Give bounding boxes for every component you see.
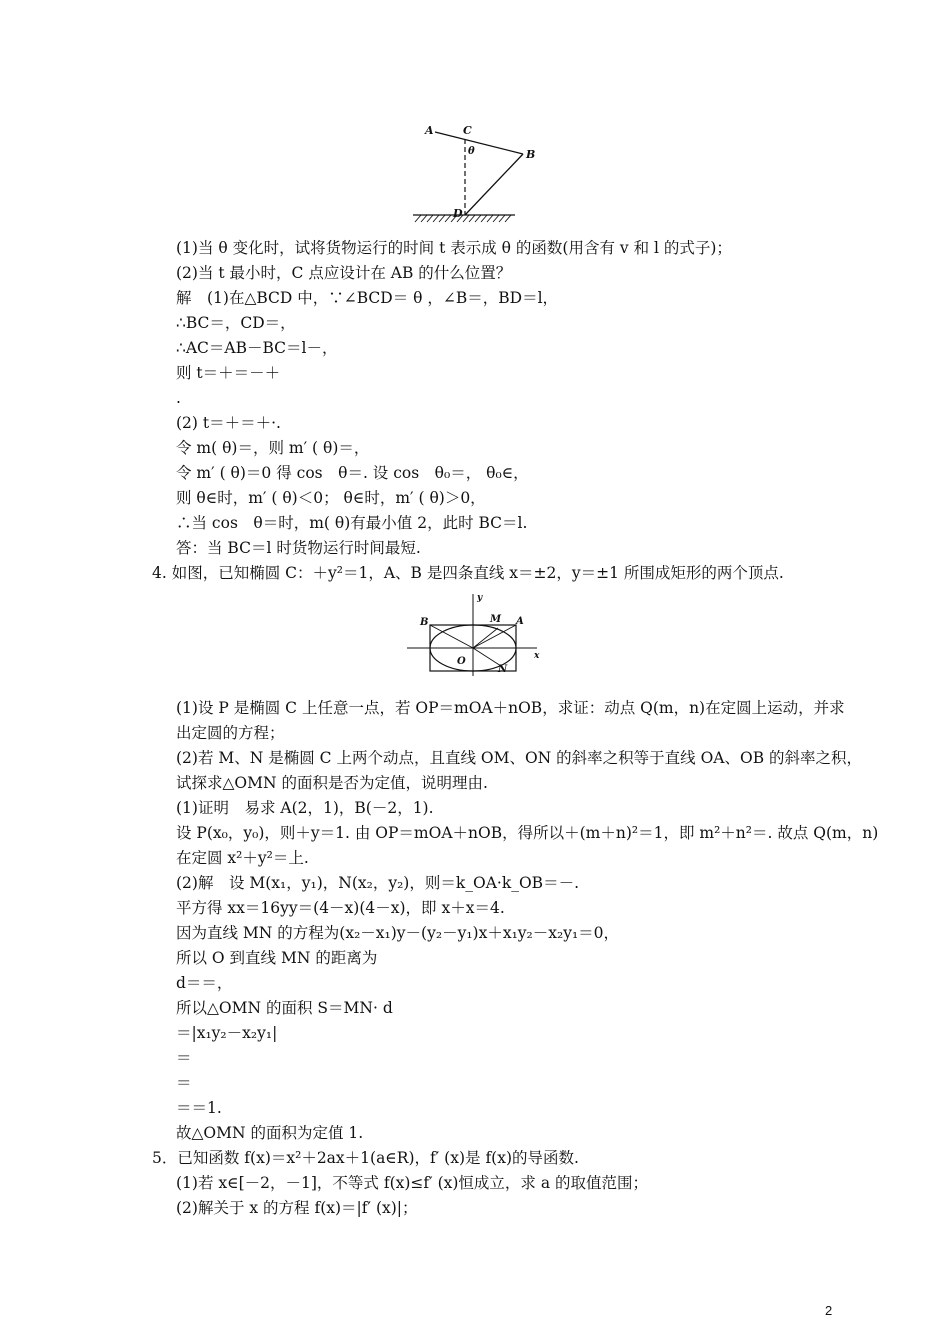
text-line: ＝ bbox=[176, 1049, 192, 1067]
text-line: 则 θ∈时，m′ ( θ)＜0； θ∈时，m′ ( θ)＞0， bbox=[176, 489, 486, 507]
text-line: 答：当 BC＝l 时货物运行时间最短. bbox=[176, 539, 421, 557]
text-line: (1)设 P 是椭圆 C 上任意一点，若 OP＝mOA＋nOB，求证：动点 Q(m，n)在定圆上运动，并求 bbox=[176, 699, 845, 717]
text-line: (1)证明 易求 A(2，1)，B(－2，1). bbox=[176, 799, 434, 817]
text-line: 所以 O 到直线 MN 的距离为 bbox=[176, 949, 378, 967]
text-line: (2)解 设 M(x₁，y₁)，N(x₂，y₂)，则＝k_OA·k_OB＝－. bbox=[176, 874, 579, 892]
text-line: 故△OMN 的面积为定值 1. bbox=[176, 1124, 364, 1142]
question-4-heading: 4. 如图，已知椭圆 C：＋y²＝1，A、B 是四条直线 x＝±2，y＝±1 所围成矩形的两个顶点. bbox=[152, 564, 784, 582]
text-line: ＝＝1. bbox=[176, 1099, 222, 1117]
label-b: B bbox=[526, 148, 536, 161]
label-a: A bbox=[516, 616, 524, 627]
question-5-heading: 5．已知函数 f(x)＝x²＋2ax＋1(a∈R)，f′ (x)是 f(x)的导函数. bbox=[152, 1149, 579, 1167]
label-theta: θ bbox=[468, 146, 475, 157]
text-line: 在定圆 x²＋y²＝上. bbox=[176, 849, 309, 867]
label-b: B bbox=[420, 617, 429, 628]
label-o: O bbox=[457, 656, 466, 667]
text-line: 出定圆的方程； bbox=[176, 724, 285, 742]
text-line: ∴当 cos θ＝时，m( θ)有最小值 2，此时 BC＝l. bbox=[176, 514, 528, 532]
page-number: 2 bbox=[825, 1303, 833, 1318]
text-line: 所以△OMN 的面积 S＝MN· d bbox=[176, 999, 393, 1017]
text-line: 设 P(x₀，y₀)，则＋y＝1. 由 OP＝mOA＋nOB，得所以＋(m＋n)²＝1，即 m²＋n²＝. 故点 Q(m，n) bbox=[176, 824, 879, 842]
text-line: ∴BC＝，CD＝， bbox=[176, 314, 296, 332]
text-line: (2)当 t 最小时，C 点应设计在 AB 的什么位置？ bbox=[176, 264, 512, 282]
label-d: D bbox=[453, 207, 463, 220]
label-m: M bbox=[490, 614, 502, 625]
text-line: 则 t＝＋＝－＋ bbox=[176, 364, 281, 382]
label-x: x bbox=[534, 651, 540, 661]
text-line: (2) t＝＋＝＋·. bbox=[176, 414, 281, 432]
label-y: y bbox=[477, 593, 483, 603]
label-a: A bbox=[425, 124, 434, 137]
text-line: 平方得 xx＝16yy＝(4－x)(4－x)，即 x＋x＝4. bbox=[176, 899, 505, 917]
text-line: 令 m′ ( θ)＝0 得 cos θ＝. 设 cos θ₀＝， θ₀∈， bbox=[176, 464, 529, 482]
text-line: 试探求△OMN 的面积是否为定值，说明理由. bbox=[176, 774, 488, 792]
text-line: 因为直线 MN 的方程为(x₂－x₁)y－(y₂－y₁)x＋x₁y₂－x₂y₁＝0， bbox=[176, 924, 620, 942]
text-line: (2)解关于 x 的方程 f(x)＝|f′ (x)|； bbox=[176, 1199, 418, 1217]
text-line: (1)若 x∈[－2，－1]，不等式 f(x)≤f′ (x)恒成立，求 a 的取值范围； bbox=[176, 1174, 649, 1192]
ellipse-diagram bbox=[405, 588, 545, 678]
text-line: 解 (1)在△BCD 中，∵∠BCD＝ θ ，∠B＝，BD＝l， bbox=[176, 289, 559, 307]
text-line: 令 m( θ)＝，则 m′ ( θ)＝， bbox=[176, 439, 370, 457]
text-line: d＝＝， bbox=[176, 974, 233, 992]
text-line: (1)当 θ 变化时，试将货物运行的时间 t 表示成 θ 的函数(用含有 v 和 l 的式子)； bbox=[176, 239, 732, 257]
text-line: . bbox=[176, 389, 181, 407]
label-c: C bbox=[463, 124, 472, 137]
text-line: ＝|x₁y₂－x₂y₁| bbox=[176, 1024, 278, 1042]
text-line: ∴AC＝AB－BC＝l－， bbox=[176, 339, 338, 357]
label-n: N bbox=[498, 664, 508, 675]
pulley-diagram bbox=[405, 118, 555, 230]
text-line: ＝ bbox=[176, 1074, 192, 1092]
text-line: (2)若 M、N 是椭圆 C 上两个动点，且直线 OM、ON 的斜率之积等于直线 OA、OB 的斜率之积， bbox=[176, 749, 863, 767]
